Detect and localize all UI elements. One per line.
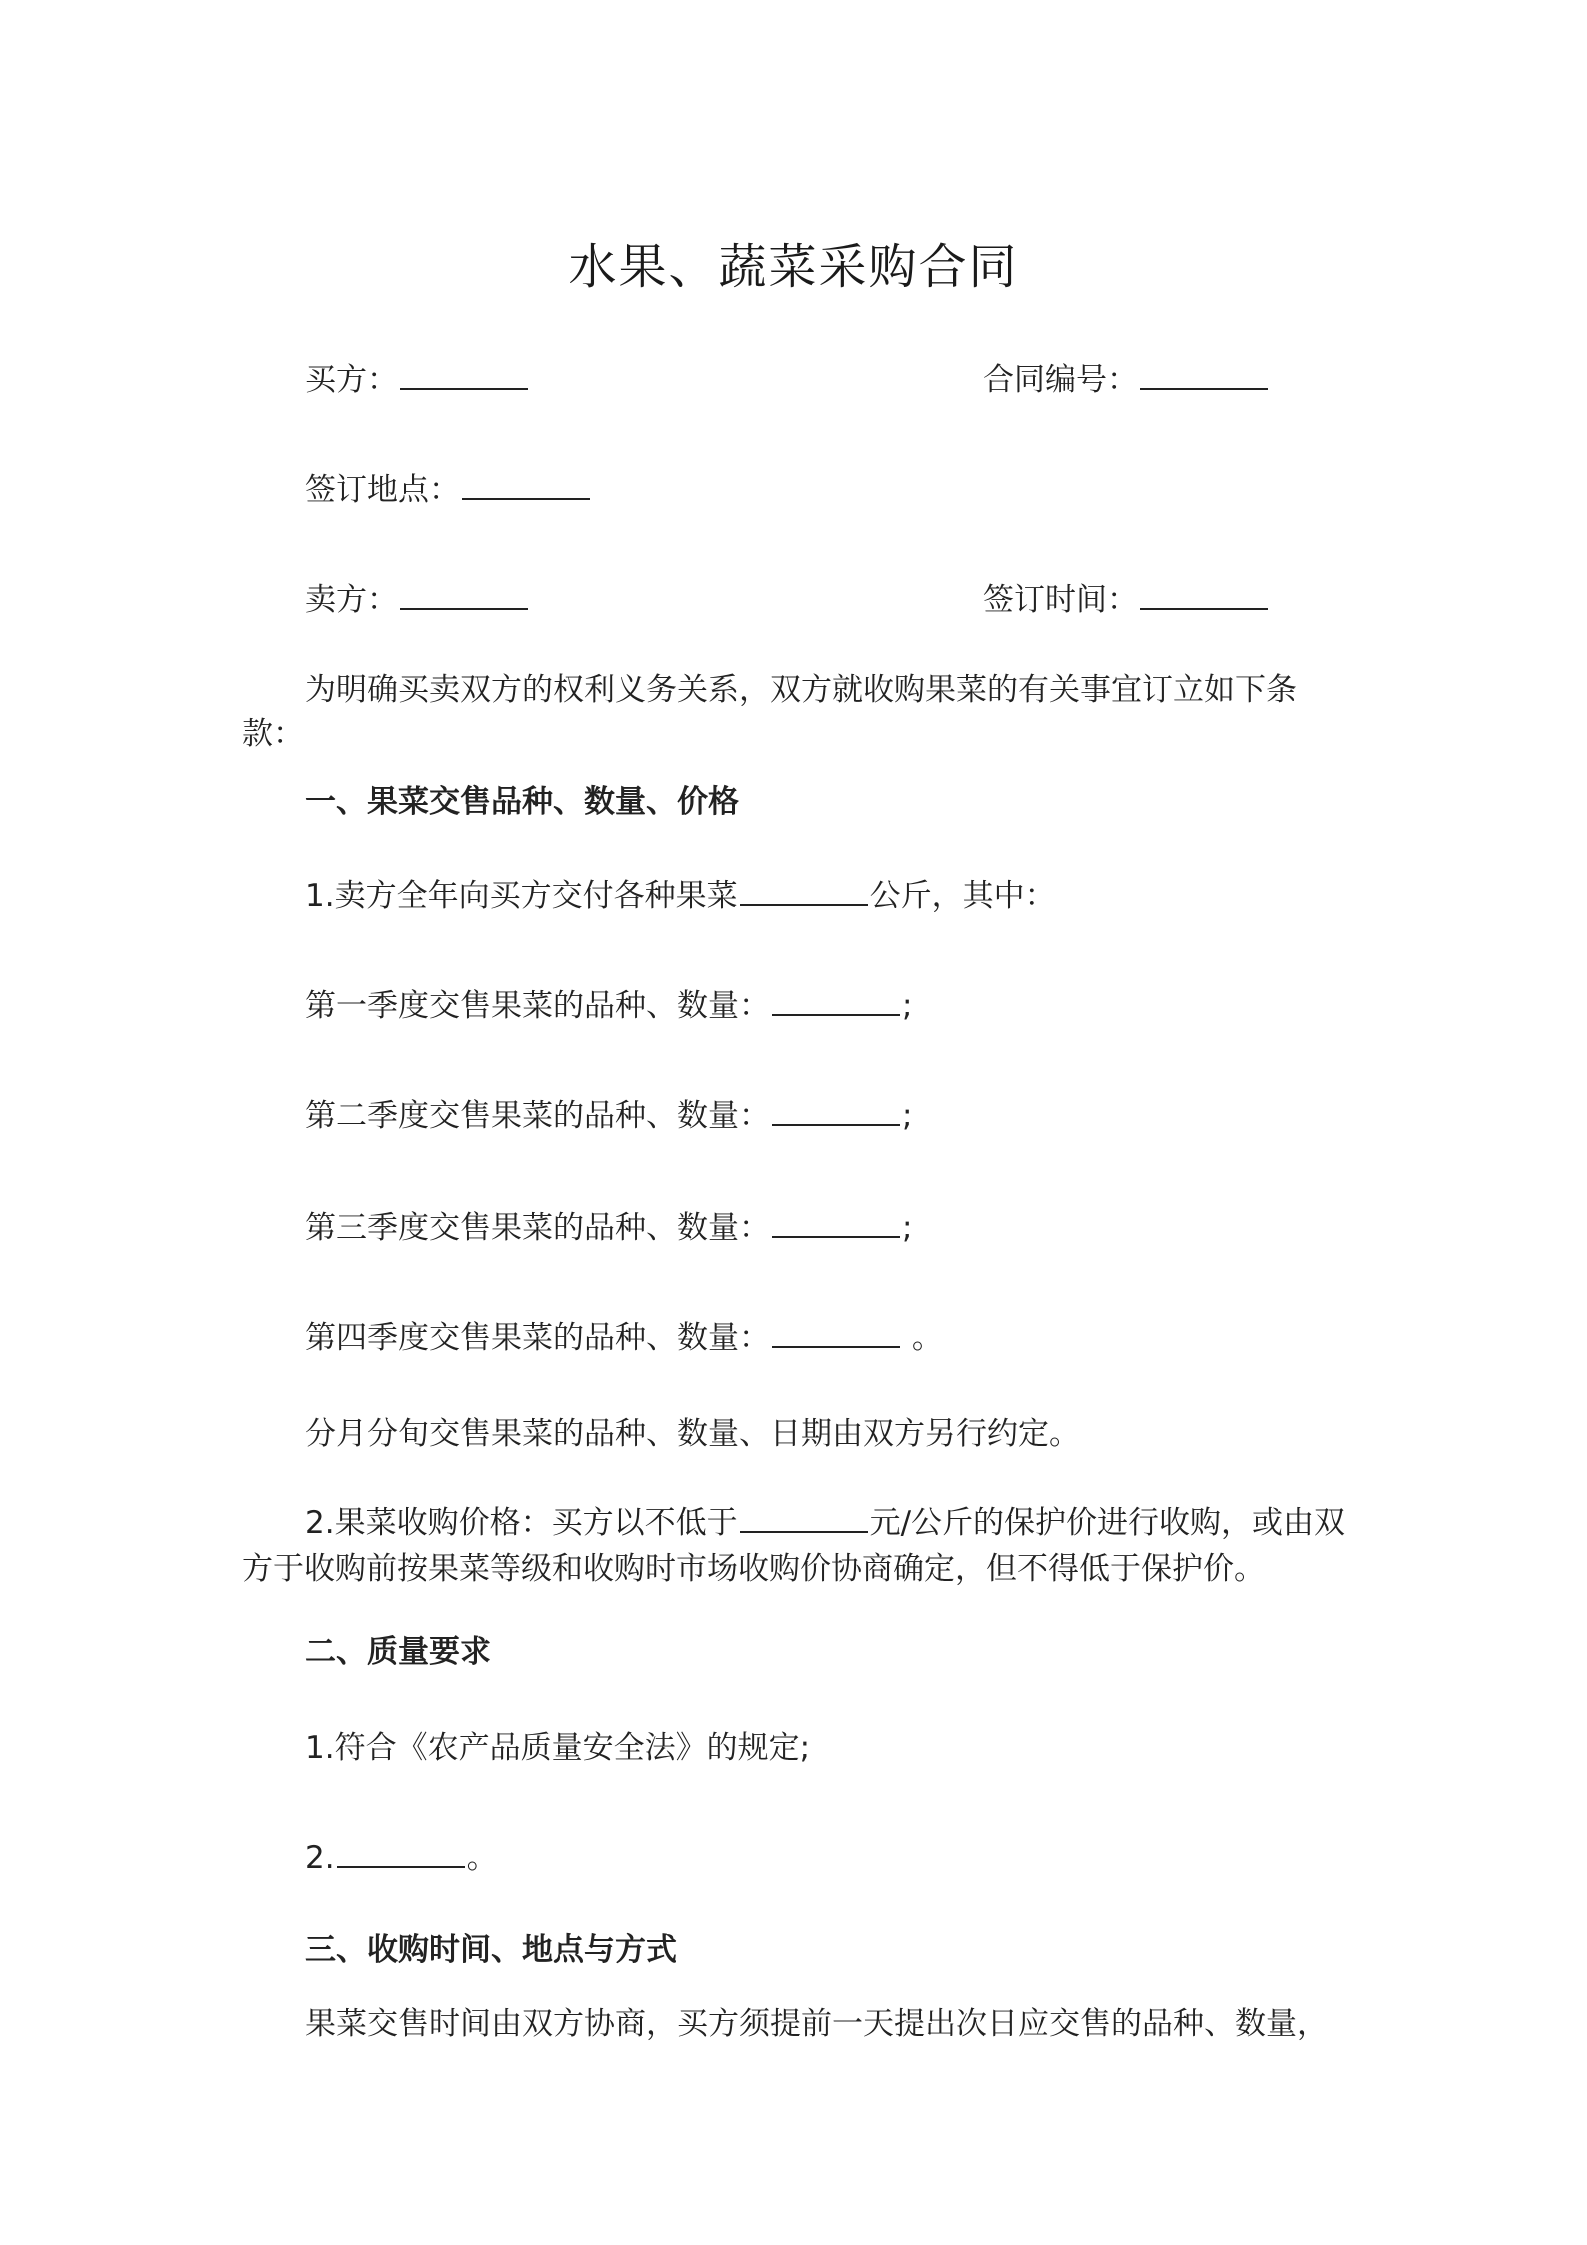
sign-place-label: 签订地点： [305,472,460,508]
q3-label: 第三季度交售果菜的品种、数量： [305,1210,770,1246]
seller-label: 卖方： [305,582,398,618]
section1-item2 [242,1500,1354,1592]
sign-place-blank [462,468,590,500]
q3-end: ; [902,1210,913,1246]
section2-heading: 二、质量要求 [305,1634,491,1670]
sign-time-label: 签订时间： [983,582,1138,618]
q3-blank [772,1206,900,1238]
item1-suffix: 公斤，其中： [869,878,1056,914]
q1-end: ; [902,988,913,1024]
s2-item2-blank [337,1836,465,1868]
item1-blank [740,874,868,906]
section2-item2 [305,1836,498,1880]
q1-label: 第一季度交售果菜的品种、数量： [305,988,770,1024]
buyer-label: 买方： [305,362,398,398]
q2-blank [772,1094,900,1126]
s2-item2-suffix: 。 [466,1840,498,1876]
sign-place-field [305,468,592,512]
section3-heading: 三、收购时间、地点与方式 [305,1932,677,1968]
seller-blank [400,578,528,610]
q4-blank [772,1316,900,1348]
section1-heading: 一、果菜交售品种、数量、价格 [305,784,739,820]
s2-item2-prefix: 2. [305,1840,335,1876]
contract-no-field [983,358,1270,402]
contract-no-blank [1140,358,1268,390]
q2-end: ; [902,1098,913,1134]
item2-blank [740,1501,868,1533]
q4-line [305,1316,943,1360]
monthly-note: 分月分旬交售果菜的品种、数量、日期由双方另行约定。 [305,1416,1080,1452]
section3-text: 果菜交售时间由双方协商，买方须提前一天提出次日应交售的品种、数量， [305,2006,1328,2042]
document-title: 水果、蔬菜采购合同 [568,239,1019,295]
sign-time-blank [1140,578,1268,610]
seller-field [305,578,530,622]
contract-no-label: 合同编号： [983,362,1138,398]
q4-end: 。 [902,1320,943,1356]
q1-blank [772,984,900,1016]
q1-line [305,984,912,1028]
section1-item1 [305,874,1056,918]
buyer-field [305,358,530,402]
item1-prefix: 1.卖方全年向买方交付各种果菜 [305,878,738,914]
q3-line [305,1206,912,1250]
q2-line [305,1094,912,1138]
q4-label: 第四季度交售果菜的品种、数量： [305,1320,770,1356]
item2-prefix: 2.果菜收购价格：买方以不低于 [305,1505,738,1541]
q2-label: 第二季度交售果菜的品种、数量： [305,1098,770,1134]
intro-paragraph: 为明确买卖双方的权利义务关系，双方就收购果菜的有关事宜订立如下条款： [242,672,1297,752]
item2-suffix: 元/公斤的保护价进行收购，或由双方于收购前按果菜等级和收购时市场收购价协商确定，但不得低于保护价。 [242,1505,1346,1587]
buyer-blank [400,358,528,390]
sign-time-field [983,578,1270,622]
section2-item1: 1.符合《农产品质量安全法》的规定; [305,1730,811,1766]
